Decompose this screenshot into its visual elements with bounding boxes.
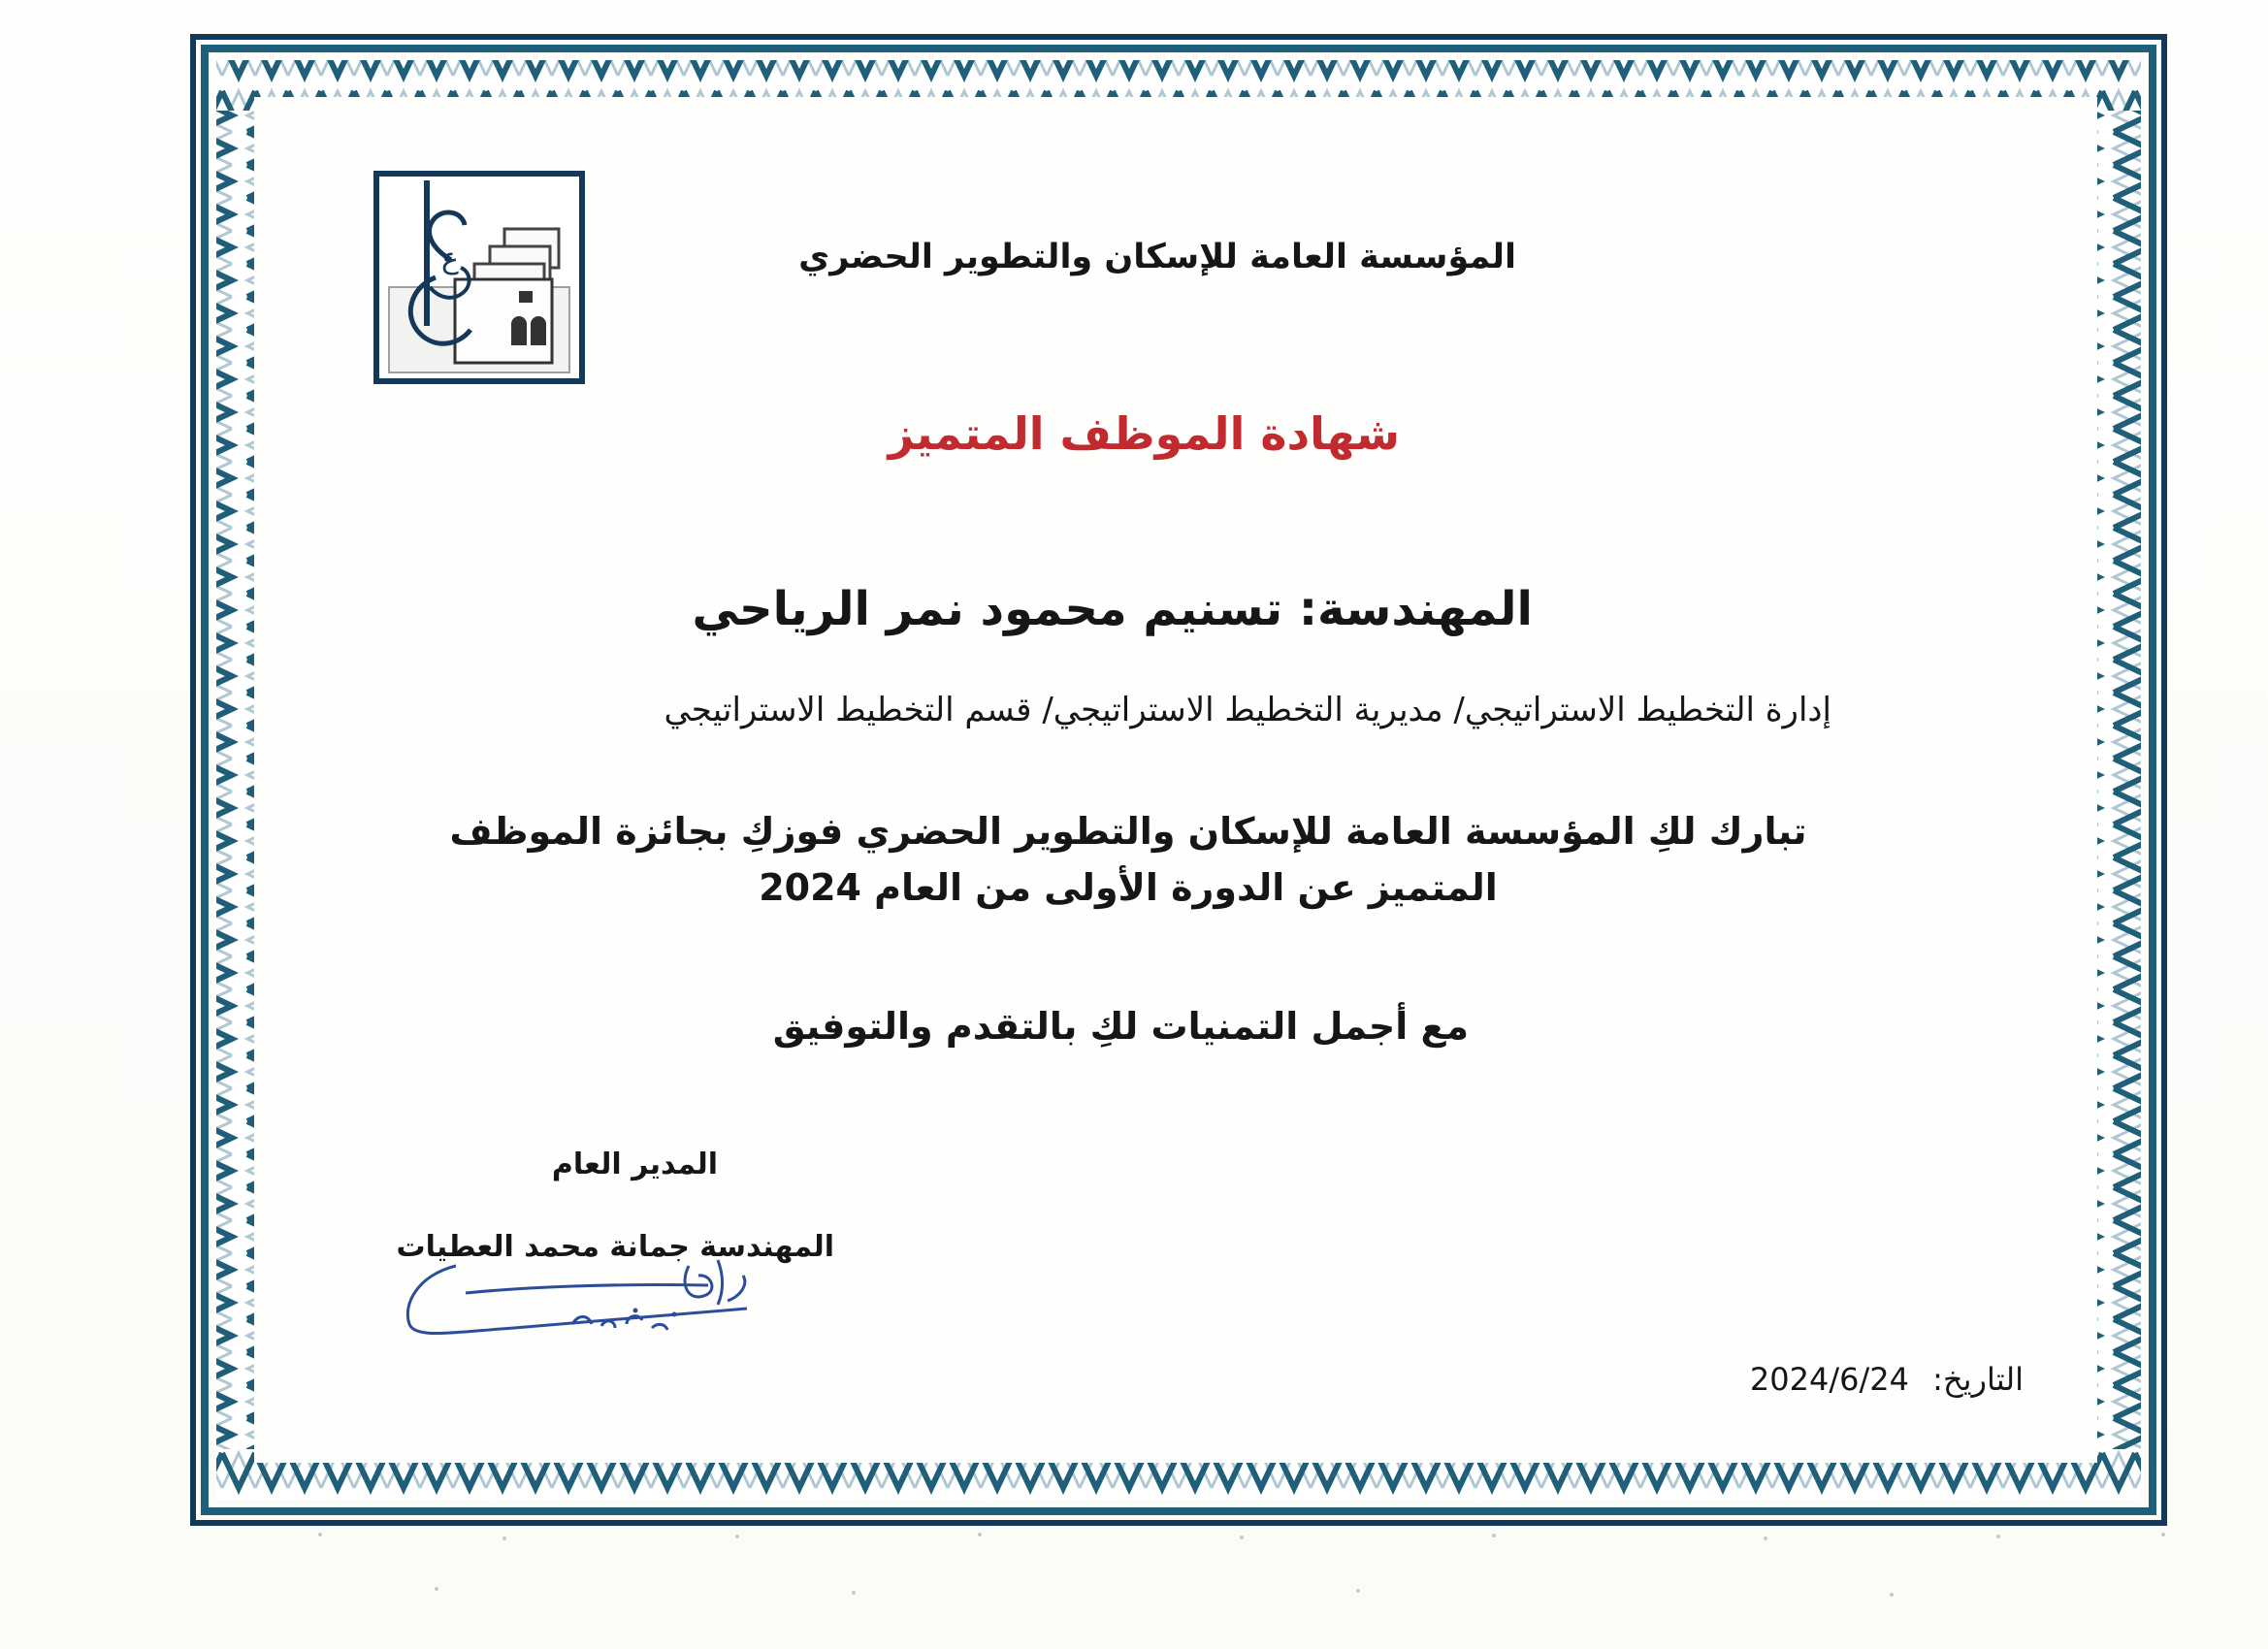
recipient-department: إدارة التخطيط الاستراتيجي/ مديرية التخطيط الاستراتيجي/ قسم التخطيط الاستراتيجي	[664, 691, 1831, 729]
signatory-role: المدير العام	[551, 1148, 718, 1181]
date-row	[1750, 1361, 2024, 1398]
congratulations-message: تبارك لكِ المؤسسة العامة للإسكان والتطوير الحضري فوزكِ بجائزة الموظف المتميز عن الدورة الأولى من العام 2024	[449, 810, 1807, 909]
certificate-title: شهادة الموظف المتميز	[888, 407, 1400, 460]
date-label: التاريخ:	[1932, 1361, 2024, 1398]
scan-artifacts	[0, 1513, 2268, 1649]
date-value: 2024/6/24	[1749, 1361, 1909, 1398]
organization-name: المؤسسة العامة للإسكان والتطوير الحضري	[798, 238, 1516, 276]
signatory-name: المهندسة جمانة محمد العطيات	[396, 1230, 834, 1264]
best-wishes: مع أجمل التمنيات لكِ بالتقدم والتوفيق	[772, 1005, 1469, 1048]
logo-lettering: ع	[441, 242, 459, 275]
recipient-name: المهندسة: تسنيم محمود نمر الرياحي	[692, 582, 1533, 636]
handwritten-signature	[398, 1246, 786, 1353]
housing-corporation-logo-icon	[373, 171, 587, 386]
